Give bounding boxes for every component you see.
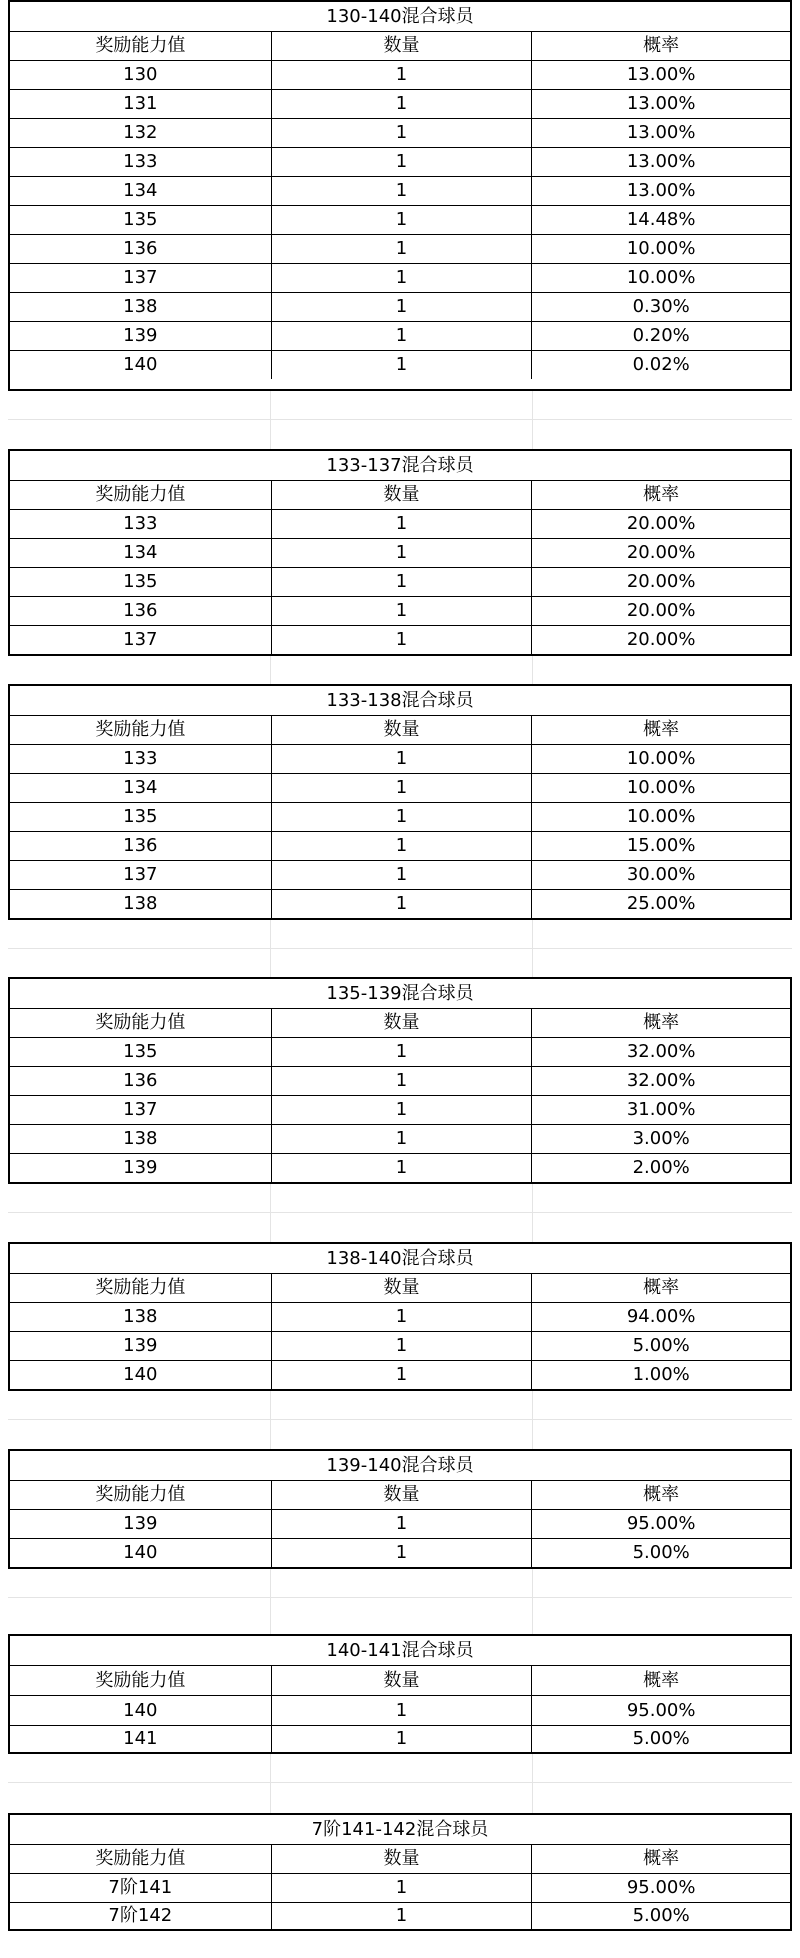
table-row: [10, 596, 790, 625]
header-ability: 奖励能力值: [95, 35, 186, 56]
table-row: [10, 234, 790, 263]
ability-cell: 139: [123, 1335, 158, 1356]
header-quantity: 数量: [271, 481, 532, 509]
probability-cell: 25.00%: [531, 890, 790, 918]
quantity-cell: 1: [271, 1510, 532, 1538]
table-row: [10, 1302, 790, 1331]
quantity-cell: 1: [271, 510, 532, 538]
header-quantity: 数量: [271, 1481, 532, 1509]
table-title: 133-137混合球员: [326, 454, 474, 476]
quantity-cell: 1: [271, 1096, 532, 1124]
ability-cell: 132: [123, 122, 158, 143]
ability-cell: 130: [123, 64, 158, 85]
ability-cell: 140: [123, 1364, 158, 1385]
quantity-cell: 1: [271, 1067, 532, 1095]
table-140-141: [8, 1634, 792, 1754]
table-row: [10, 625, 790, 654]
probability-cell: 0.20%: [531, 322, 790, 350]
probability-cell: 95.00%: [531, 1874, 790, 1902]
table-7-141-142: [8, 1813, 792, 1931]
table-title: 140-141混合球员: [326, 1639, 474, 1661]
header-quantity: 数量: [271, 32, 532, 60]
header-probability: 概率: [531, 1009, 790, 1037]
probability-cell: 13.00%: [531, 177, 790, 205]
probability-cell: 10.00%: [531, 774, 790, 802]
quantity-cell: 1: [271, 745, 532, 773]
quantity-cell: 1: [271, 803, 532, 831]
ability-cell: 136: [123, 238, 158, 259]
ability-cell: 137: [123, 1099, 158, 1120]
probability-cell: 20.00%: [531, 626, 790, 654]
table-row: [10, 118, 790, 147]
table-row: [10, 89, 790, 118]
probability-cell: 13.00%: [531, 90, 790, 118]
empty-cells: [8, 1391, 792, 1449]
ability-cell: 138: [123, 1306, 158, 1327]
table-title: 138-140混合球员: [326, 1247, 474, 1269]
header-probability: 概率: [531, 32, 790, 60]
quantity-cell: 1: [271, 61, 532, 89]
table-130-140: [8, 0, 792, 391]
probability-cell: 10.00%: [531, 803, 790, 831]
quantity-cell: 1: [271, 832, 532, 860]
probability-cell: 94.00%: [531, 1303, 790, 1331]
header-probability: 概率: [531, 1481, 790, 1509]
ability-cell: 137: [123, 267, 158, 288]
ability-cell: 136: [123, 600, 158, 621]
quantity-cell: 1: [271, 1303, 532, 1331]
header-probability: 概率: [531, 481, 790, 509]
empty-cells: [8, 656, 792, 684]
table-row: [10, 860, 790, 889]
quantity-cell: 1: [271, 235, 532, 263]
quantity-cell: 1: [271, 568, 532, 596]
quantity-cell: 1: [271, 626, 532, 654]
table-row: [10, 567, 790, 596]
header-quantity: 数量: [271, 716, 532, 744]
table-row: [10, 263, 790, 292]
empty-cells: [8, 920, 792, 977]
ability-cell: 131: [123, 93, 158, 114]
quantity-cell: 1: [271, 1125, 532, 1153]
header-quantity: 数量: [271, 1274, 532, 1302]
probability-cell: 15.00%: [531, 832, 790, 860]
table-133-138: [8, 684, 792, 920]
empty-cells: [8, 1184, 792, 1242]
ability-cell: 138: [123, 893, 158, 914]
quantity-cell: 1: [271, 1154, 532, 1182]
quantity-cell: 1: [271, 1726, 532, 1752]
header-quantity: 数量: [271, 1666, 532, 1695]
quantity-cell: 1: [271, 351, 532, 379]
table-138-140: [8, 1242, 792, 1391]
table-row: [10, 889, 790, 918]
quantity-cell: 1: [271, 890, 532, 918]
ability-cell: 139: [123, 325, 158, 346]
table-row: [10, 205, 790, 234]
probability-cell: 20.00%: [531, 568, 790, 596]
quantity-cell: 1: [271, 539, 532, 567]
empty-cells: [8, 1754, 792, 1813]
header-probability: 概率: [531, 1274, 790, 1302]
probability-cell: 95.00%: [531, 1696, 790, 1725]
empty-cells: [8, 391, 792, 449]
probability-cell: 13.00%: [531, 148, 790, 176]
quantity-cell: 1: [271, 119, 532, 147]
ability-cell: 135: [123, 1041, 158, 1062]
ability-cell: 135: [123, 209, 158, 230]
ability-cell: 134: [123, 542, 158, 563]
quantity-cell: 1: [271, 1539, 532, 1567]
table-row: [10, 1066, 790, 1095]
probability-cell: 0.02%: [531, 351, 790, 379]
ability-cell: 135: [123, 571, 158, 592]
quantity-cell: 1: [271, 1361, 532, 1389]
header-ability: 奖励能力值: [95, 484, 186, 505]
ability-cell: 136: [123, 835, 158, 856]
quantity-cell: 1: [271, 206, 532, 234]
ability-cell: 134: [123, 777, 158, 798]
ability-cell: 138: [123, 296, 158, 317]
table-row: [10, 147, 790, 176]
table-row: [10, 744, 790, 773]
table-row: [10, 1360, 790, 1389]
header-ability: 奖励能力值: [95, 1277, 186, 1298]
header-quantity: 数量: [271, 1845, 532, 1873]
probability-cell: 95.00%: [531, 1510, 790, 1538]
probability-cell: 1.00%: [531, 1361, 790, 1389]
header-ability: 奖励能力值: [95, 719, 186, 740]
header-ability: 奖励能力值: [95, 1669, 186, 1691]
table-row: [10, 802, 790, 831]
probability-cell: 5.00%: [531, 1332, 790, 1360]
quantity-cell: 1: [271, 148, 532, 176]
table-row: [10, 538, 790, 567]
ability-cell: 7阶141: [108, 1877, 173, 1898]
table-133-137: [8, 449, 792, 656]
probability-cell: 20.00%: [531, 510, 790, 538]
probability-cell: 32.00%: [531, 1038, 790, 1066]
table-title: 133-138混合球员: [326, 689, 474, 711]
table-row: [10, 292, 790, 321]
probability-cell: 13.00%: [531, 61, 790, 89]
table-row: [10, 1153, 790, 1182]
probability-cell: 5.00%: [531, 1539, 790, 1567]
header-probability: 概率: [531, 1845, 790, 1873]
ability-cell: 141: [123, 1728, 158, 1749]
table-row: [10, 176, 790, 205]
probability-cell: 20.00%: [531, 539, 790, 567]
ability-cell: 140: [123, 1699, 158, 1721]
table-row: [10, 1509, 790, 1538]
ability-cell: 7阶142: [108, 1905, 173, 1926]
quantity-cell: 1: [271, 1038, 532, 1066]
probability-cell: 10.00%: [531, 264, 790, 292]
quantity-cell: 1: [271, 597, 532, 625]
probability-cell: 5.00%: [531, 1726, 790, 1752]
ability-cell: 138: [123, 1128, 158, 1149]
probability-cell: 20.00%: [531, 597, 790, 625]
ability-cell: 133: [123, 748, 158, 769]
quantity-cell: 1: [271, 1874, 532, 1902]
table-row: [10, 1037, 790, 1066]
ability-cell: 139: [123, 1157, 158, 1178]
table-title: 135-139混合球员: [326, 982, 474, 1004]
quantity-cell: 1: [271, 1903, 532, 1929]
table-row: [10, 831, 790, 860]
table-row: [10, 1873, 790, 1902]
header-probability: 概率: [531, 716, 790, 744]
header-ability: 奖励能力值: [95, 1484, 186, 1505]
probability-cell: 30.00%: [531, 861, 790, 889]
ability-cell: 133: [123, 513, 158, 534]
probability-cell: 2.00%: [531, 1154, 790, 1182]
quantity-cell: 1: [271, 177, 532, 205]
probability-cell: 5.00%: [531, 1903, 790, 1929]
header-quantity: 数量: [271, 1009, 532, 1037]
table-139-140: [8, 1449, 792, 1569]
quantity-cell: 1: [271, 293, 532, 321]
table-row: [10, 1095, 790, 1124]
table-row: [10, 509, 790, 538]
probability-cell: 13.00%: [531, 119, 790, 147]
quantity-cell: 1: [271, 90, 532, 118]
ability-cell: 136: [123, 1070, 158, 1091]
probability-cell: 14.48%: [531, 206, 790, 234]
table-row: [10, 321, 790, 350]
table-row: [10, 350, 790, 379]
header-ability: 奖励能力值: [95, 1012, 186, 1033]
spreadsheet: [8, 0, 792, 1931]
quantity-cell: 1: [271, 861, 532, 889]
table-row: [10, 1124, 790, 1153]
probability-cell: 3.00%: [531, 1125, 790, 1153]
table-row: [10, 1902, 790, 1929]
table-row: [10, 1695, 790, 1725]
quantity-cell: 1: [271, 264, 532, 292]
probability-cell: 31.00%: [531, 1096, 790, 1124]
probability-cell: 32.00%: [531, 1067, 790, 1095]
table-title: 130-140混合球员: [326, 5, 474, 27]
ability-cell: 137: [123, 629, 158, 650]
ability-cell: 133: [123, 151, 158, 172]
table-row: [10, 60, 790, 89]
probability-cell: 10.00%: [531, 745, 790, 773]
probability-cell: 0.30%: [531, 293, 790, 321]
table-row: [10, 1538, 790, 1567]
ability-cell: 140: [123, 354, 158, 375]
table-row: [10, 1725, 790, 1752]
table-row: [10, 1331, 790, 1360]
ability-cell: 134: [123, 180, 158, 201]
ability-cell: 139: [123, 1513, 158, 1534]
quantity-cell: 1: [271, 1332, 532, 1360]
header-ability: 奖励能力值: [95, 1848, 186, 1869]
table-row: [10, 773, 790, 802]
table-title: 7阶141-142混合球员: [311, 1818, 489, 1840]
quantity-cell: 1: [271, 774, 532, 802]
ability-cell: 135: [123, 806, 158, 827]
ability-cell: 137: [123, 864, 158, 885]
ability-cell: 140: [123, 1542, 158, 1563]
quantity-cell: 1: [271, 1696, 532, 1725]
probability-cell: 10.00%: [531, 235, 790, 263]
empty-cells: [8, 1569, 792, 1634]
table-135-139: [8, 977, 792, 1184]
quantity-cell: 1: [271, 322, 532, 350]
header-probability: 概率: [531, 1666, 790, 1695]
table-title: 139-140混合球员: [326, 1454, 474, 1476]
